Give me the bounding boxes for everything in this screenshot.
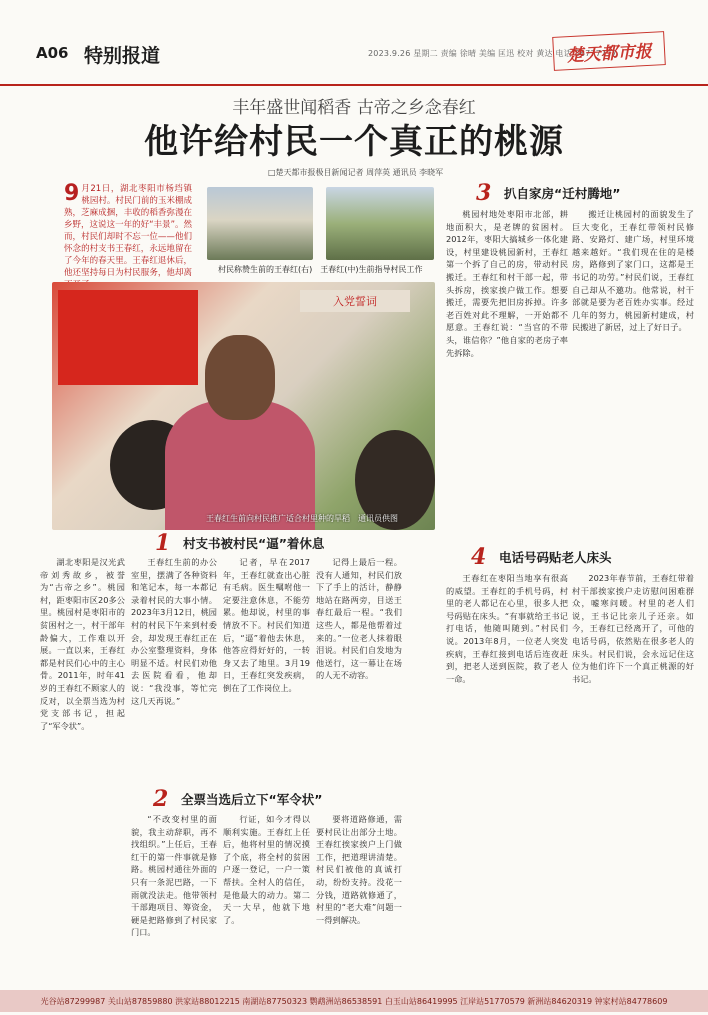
section-title-text: 全票当选后立下“军令状”: [181, 792, 323, 807]
text-column: [316, 556, 402, 786]
paragraph: 搬迁让桃园村的面貌发生了巨大变化，王春红带领村民修路、安路灯、建广场，村里环境越来越好。“我们现在住的是楼房，路修到了家门口，这都是王书记的功劳。”村民们说，王春红自己却从不邀功。他常说，村干部就是要为老百姓办实事。经过几年的努力，桃园新村建成，村民搬进了新居，过上了好日子。: [572, 209, 694, 333]
text-column: [131, 813, 217, 987]
photo-villagers: [207, 187, 313, 260]
paragraph: 桃园村地处枣阳市北部，耕地面积大，是老牌的贫困村。2012年，枣阳大搞城乡一体化建设，村里建设桃园新村，王春红第一个拆了自己的房，带动村民搬迁。王春红和村干部一起，带头拆房，挨家挨户做工作。想要搬迁，需要先把旧房拆掉。许多老百姓对此不理解，一开始都不愿意。王春红说：“当官的不带头，谁信你？”他自家的老房子率先拆除。: [446, 209, 568, 358]
section-title: 特别报道: [84, 45, 161, 67]
paragraph: 王春红生前的办公室里，摆满了各种资料和笔记本，每一本都记录着村民的大事小情。2023年3月12日，桃园村的村民下午来到村委会，却发现王春红正在办公室整理资料，身体明显不适。村民们劝他去医院看看，他却说：“我没事，等忙完这几天再说。”: [131, 557, 217, 706]
section-number: 1: [155, 530, 171, 556]
paragraph: 湖北枣阳是汉光武帝刘秀故乡，被誉为“古帝之乡”。桃园村，距枣阳市区20多公里。桃园村是枣阳市的贫困村之一，村干部年龄偏大，工作难以开展。一直以来，王春红都是村民们心中的主心骨。2011年，时年41岁的王春红不顾家人的反对，以全票当选为村党支部书记，担起了“军令状”。: [40, 557, 125, 731]
text-column: [446, 208, 568, 541]
section-number: 3: [476, 180, 492, 206]
section-number: 4: [471, 544, 487, 570]
paragraph: 记得上最后一程。没有人通知，村民们放下了手上的活计，静静地站在路两旁，目送王春红最后一程。“我们这些人，都是他帮着过来的。”一位老人抹着眼泪说。村民们自发地为他送行，这一幕让在场的人无不动容。: [316, 557, 402, 681]
paragraph: “不改变村里的面貌，我主动辞职，再不找组织。”上任后，王春红干的第一件事就是修路。桃园村通往外面的只有一条泥巴路，一下雨就没法走。他带领村干部跑项目、筹资金，硬是把路修到了村民家门口。: [131, 814, 217, 938]
text-column: [572, 208, 694, 541]
text-column: [131, 556, 217, 786]
text-column: [572, 572, 694, 987]
party-flag-graphic: [58, 290, 198, 385]
section-heading: [153, 786, 323, 812]
text-column: [40, 556, 125, 986]
photo-caption-small: 村民称赞生前的王春红(右) 王春红(中)生前指导村民工作: [218, 265, 423, 274]
section-heading: [476, 180, 621, 206]
page-number: A06: [36, 44, 69, 62]
header-meta: 2023.9.26 星期二 责编 徐晴 美编 匡迅 校对 黄达 电话 86777777: [368, 49, 617, 58]
text-column: [446, 572, 568, 987]
text-column: [223, 556, 310, 786]
newspaper-logo: 楚天都市报: [552, 31, 666, 71]
photo-guidance: [326, 187, 434, 260]
section-number: 2: [153, 786, 169, 812]
paragraph: 要将道路修通，需要村民让出部分土地。王春红挨家挨户上门做工作，把道理讲清楚。村民们被他的真诚打动，纷纷支持。没花一分钱，道路就修通了，村里的“老大难”问题一一得到解决。: [316, 814, 402, 925]
dropcap: 9: [64, 181, 80, 206]
photo-caption-main: 王春红生前向村民推广适合村里种的旱稻 通讯员供图: [206, 514, 398, 523]
paragraph: 王春红在枣阳当地享有很高的威望。王春红的手机号码，村里的老人都记在心里，很多人把号码贴在床头。“有事就给王书记打电话，他随叫随到。”村民们说。2013年8月，一位老人突发疾病，王春红接到电话后连夜赶到，把老人送到医院，救了老人一命。: [446, 573, 568, 684]
paragraph: 2023年春节前，王春红带着村干部挨家挨户走访慰问困难群众，嘘寒问暖。村里的老人们说，王书记比亲儿子还亲。如今，王春红已经离开了，可他的电话号码，依然贴在很多老人的床头。村民们说，会永远记住这位为他们许下一个真正桃源的好书记。: [572, 573, 694, 684]
section-heading: [155, 530, 325, 556]
footer-contacts: 光谷站87299987 关山站87859880 洪家站88012215 南湖站87750323 鹦鹉洲站86538591 白玉山站86419995 江岸站51770579 新洲站84620319 钟家村站84778609: [0, 990, 708, 1012]
article-headline: 他许给村民一个真正的桃源: [144, 122, 564, 162]
paragraph: 行证，如今才得以顺利实施。王春红上任后，他将村里的情况摸了个底，将全村的贫困户逐一登记，一户一策帮扶。全村人的信任，是他最大的动力。第二天一大早，他就下地了。: [223, 814, 310, 925]
paragraph: 记者，早在2017年，王春红就查出心脏有毛病。医生嘱咐他一定要注意休息，不能劳累。他却说，村里的事情放不下。村民们知道后，“逼”着他去休息，他答应得好好的，一转身又去了地里。3月19日，王春红突发疾病，倒在了工作岗位上。: [223, 557, 310, 693]
section-title-text: 扒自家房“迁村腾地”: [504, 186, 621, 201]
oath-sign: 入党誓词: [300, 290, 410, 312]
section-title-text: 电话号码贴老人床头: [499, 550, 612, 565]
section-title-text: 村支书被村民“逼”着休息: [183, 536, 325, 551]
article-lede: [64, 183, 192, 291]
lede-text: 月21日，湖北枣阳市杨垱镇桃园村。村民门前的玉米棚成熟，芝麻成捆，丰收的稻香弥漫在乡野，这说这一年的好“丰景”。然而，村民们却时不忘一位——他们怀念的村支书王春红，永远地留在了今年的春天里。王春红退休后，他还坚持每日为村民服务，他却离: [64, 184, 192, 278]
text-column: [316, 813, 402, 987]
article-kicker: 丰年盛世闻稻香 古帝之乡念春红: [232, 98, 476, 118]
text-column: [223, 813, 310, 987]
article-byline: □楚天都市报极目新闻记者 周萍英 通讯员 李晓军: [268, 168, 444, 177]
photo-figure: [205, 335, 275, 420]
section-heading: [471, 544, 612, 570]
